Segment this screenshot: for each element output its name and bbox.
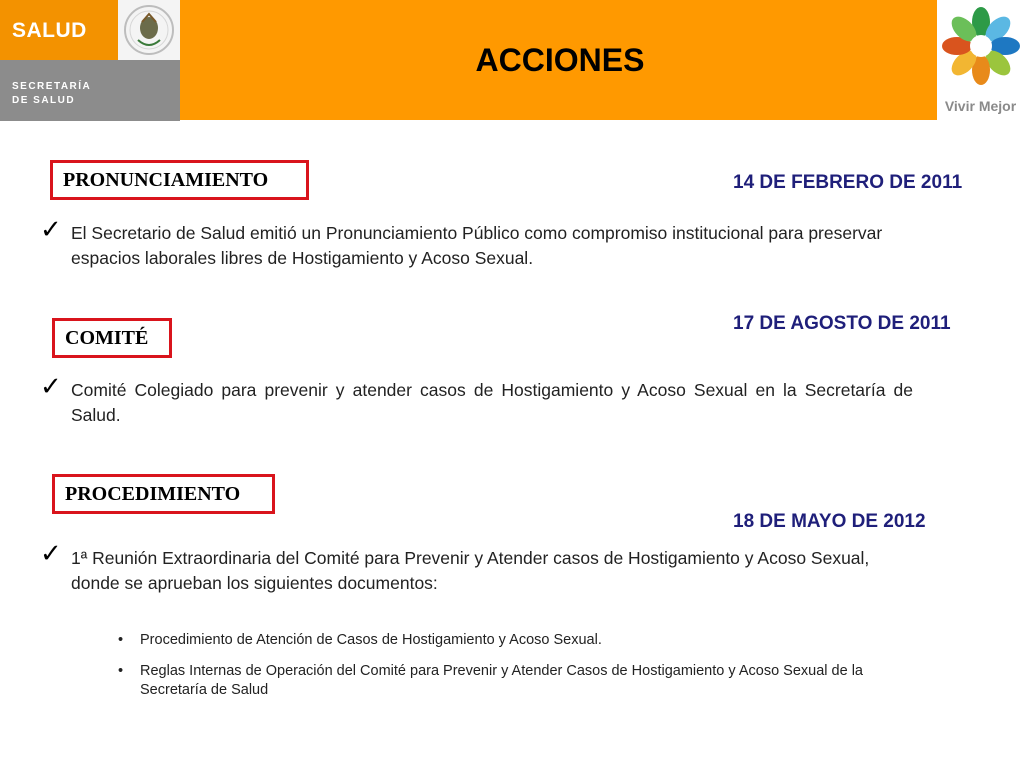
eagle-crest-icon — [118, 0, 180, 60]
list-item — [118, 662, 900, 700]
ministry-name — [12, 80, 91, 108]
pronunciamiento-text: El Secretario de Salud emitió un Pronunciamiento Público como compromiso institucional para preservar espacios laborales libres de Hostigamiento y Acoso Sexual. — [71, 223, 883, 268]
list-item-text: Reglas Internas de Operación del Comité para Prevenir y Atender Casos de Hostigamiento y Acoso Sexual de la Secretaría de Salud — [140, 663, 863, 698]
date-pronunciamiento: 14 DE FEBRERO DE 2011 — [733, 172, 963, 193]
procedimiento-text: 1ª Reunión Extraordinaria del Comité para Prevenir y Atender casos de Hostigamiento y Acoso Sexual, donde se aprueban los siguientes documentos: — [71, 548, 870, 593]
ministry-line-1: SECRETARÍA — [12, 81, 92, 92]
coat-of-arms-logo — [118, 0, 180, 60]
check-icon: ✓ — [40, 538, 62, 568]
document-list — [118, 631, 918, 712]
vivir-mejor-logo — [937, 0, 1024, 120]
vivir-mejor-text: Vivir Mejor — [944, 98, 1017, 114]
date-comite: 17 DE AGOSTO DE 2011 — [733, 313, 951, 334]
date-procedimiento: 18 DE MAYO DE 2012 — [733, 511, 926, 532]
bullet-icon: • — [118, 632, 124, 648]
check-icon: ✓ — [40, 371, 62, 401]
check-icon: ✓ — [40, 214, 62, 244]
list-item-text: Procedimiento de Atención de Casos de Hostigamiento y Acoso Sexual. — [140, 632, 602, 648]
comite-label: COMITÉ — [52, 318, 172, 358]
list-item — [118, 631, 918, 650]
procedimiento-label: PROCEDIMIENTO — [52, 474, 275, 514]
brand-name: SALUD — [12, 19, 87, 42]
page-title: ACCIONES — [475, 42, 645, 78]
salud-brand-box — [0, 0, 118, 60]
ministry-line-2: DE SALUD — [12, 95, 76, 106]
flower-logo-icon — [937, 0, 1024, 98]
pronunciamiento-label: PRONUNCIAMIENTO — [50, 160, 309, 200]
comite-text: Comité Colegiado para prevenir y atender casos de Hostigamiento y Acoso Sexual en la Secretaría de Salud. — [71, 380, 913, 425]
bullet-icon: • — [118, 663, 124, 679]
